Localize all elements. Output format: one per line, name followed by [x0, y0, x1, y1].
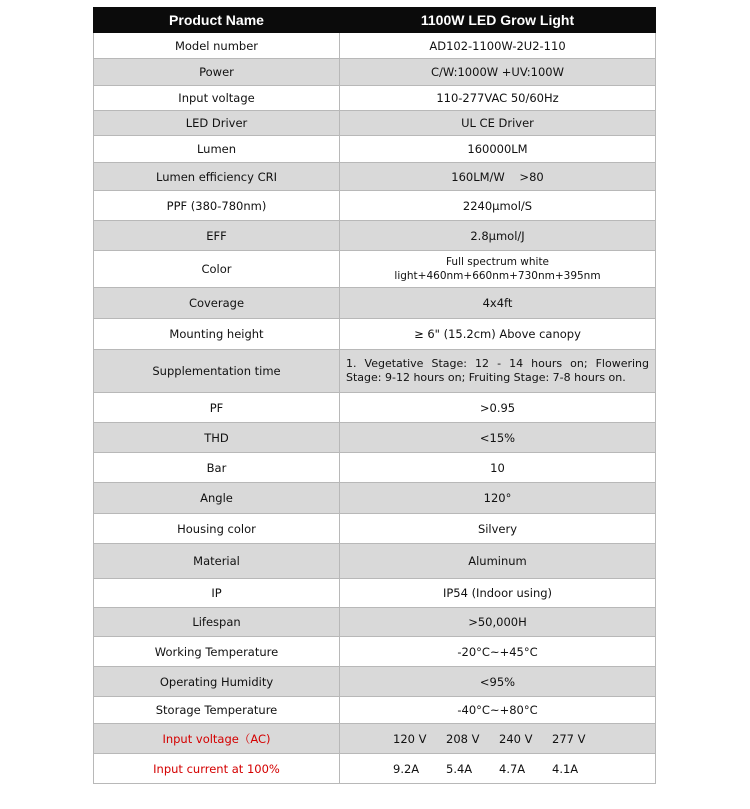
spec-row: [94, 350, 656, 393]
current-value: 5.4A: [446, 761, 473, 776]
spec-label: THD: [94, 423, 340, 453]
spec-row: [94, 393, 656, 423]
voltage-value: 208 V: [446, 731, 480, 746]
spec-label: Color: [94, 251, 340, 288]
spec-label: IP: [94, 579, 340, 608]
spec-value: Full spectrum white light+460nm+660nm+730nm+395nm: [340, 251, 656, 288]
input-voltage-ac-label: Input voltage（AC): [94, 724, 340, 754]
spec-label: LED Driver: [94, 111, 340, 136]
input-current-values: [340, 754, 656, 784]
spec-label: Material: [94, 544, 340, 579]
spec-value: 4x4ft: [340, 288, 656, 319]
spec-label: Operating Humidity: [94, 667, 340, 697]
spec-label: Power: [94, 59, 340, 86]
spec-table: [93, 7, 656, 784]
spec-row: [94, 221, 656, 251]
current-value: 4.7A: [499, 761, 526, 776]
spec-value: 2240μmol/S: [340, 191, 656, 221]
spec-row: [94, 483, 656, 514]
spec-value: 10: [340, 453, 656, 483]
spec-label: Lumen efficiency CRI: [94, 163, 340, 191]
header-row: [94, 8, 656, 33]
spec-label: Coverage: [94, 288, 340, 319]
voltage-value: 240 V: [499, 731, 533, 746]
spec-value: -20°C~+45°C: [340, 637, 656, 667]
spec-value: 1. Vegetative Stage: 12 - 14 hours on; Flowering Stage: 9-12 hours on; Fruiting Stage: 7-8 hours on.: [340, 350, 656, 393]
spec-value: 160000LM: [340, 136, 656, 163]
spec-value: >0.95: [340, 393, 656, 423]
spec-label: Model number: [94, 33, 340, 59]
spec-value: 160LM/W >80: [340, 163, 656, 191]
spec-value: 120°: [340, 483, 656, 514]
spec-row: [94, 163, 656, 191]
spec-row: [94, 453, 656, 483]
spec-value: ≥ 6" (15.2cm) Above canopy: [340, 319, 656, 350]
spec-label: PF: [94, 393, 340, 423]
spec-label: Angle: [94, 483, 340, 514]
spec-value: >50,000H: [340, 608, 656, 637]
spec-row: [94, 319, 656, 350]
current-value: 4.1A: [552, 761, 579, 776]
spec-label: Lifespan: [94, 608, 340, 637]
spec-value: UL CE Driver: [340, 111, 656, 136]
spec-label: Housing color: [94, 514, 340, 544]
spec-label: Mounting height: [94, 319, 340, 350]
input-current-row: [94, 754, 656, 784]
spec-label: Lumen: [94, 136, 340, 163]
voltage-value: 277 V: [552, 731, 586, 746]
input-voltage-ac-row: [94, 724, 656, 754]
spec-row: [94, 423, 656, 453]
input-current-label: Input current at 100%: [94, 754, 340, 784]
spec-row: [94, 608, 656, 637]
spec-value: <95%: [340, 667, 656, 697]
header-product-name: Product Name: [94, 8, 340, 33]
spec-label: Input voltage: [94, 86, 340, 111]
spec-value: Aluminum: [340, 544, 656, 579]
spec-row: [94, 86, 656, 111]
spec-row: [94, 251, 656, 288]
spec-value: Silvery: [340, 514, 656, 544]
spec-value: 2.8μmol/J: [340, 221, 656, 251]
header-product-title: 1100W LED Grow Light: [340, 8, 656, 33]
spec-row: [94, 111, 656, 136]
spec-value: <15%: [340, 423, 656, 453]
spec-value: AD102-1100W-2U2-110: [340, 33, 656, 59]
spec-row: [94, 514, 656, 544]
spec-label: PPF (380-780nm): [94, 191, 340, 221]
spec-label: Storage Temperature: [94, 697, 340, 724]
spec-row: [94, 33, 656, 59]
spec-row: [94, 544, 656, 579]
spec-value: -40°C~+80°C: [340, 697, 656, 724]
spec-label: Supplementation time: [94, 350, 340, 393]
spec-row: [94, 191, 656, 221]
input-voltage-ac-values: [340, 724, 656, 754]
spec-label: Working Temperature: [94, 637, 340, 667]
spec-value: 110-277VAC 50/60Hz: [340, 86, 656, 111]
spec-row: [94, 667, 656, 697]
spec-label: Bar: [94, 453, 340, 483]
spec-row: [94, 288, 656, 319]
spec-row: [94, 59, 656, 86]
spec-row: [94, 579, 656, 608]
spec-row: [94, 697, 656, 724]
current-value: 9.2A: [393, 761, 420, 776]
spec-label: EFF: [94, 221, 340, 251]
spec-value: C/W:1000W +UV:100W: [340, 59, 656, 86]
spec-value: IP54 (Indoor using): [340, 579, 656, 608]
voltage-value: 120 V: [393, 731, 427, 746]
spec-row: [94, 637, 656, 667]
spec-row: [94, 136, 656, 163]
